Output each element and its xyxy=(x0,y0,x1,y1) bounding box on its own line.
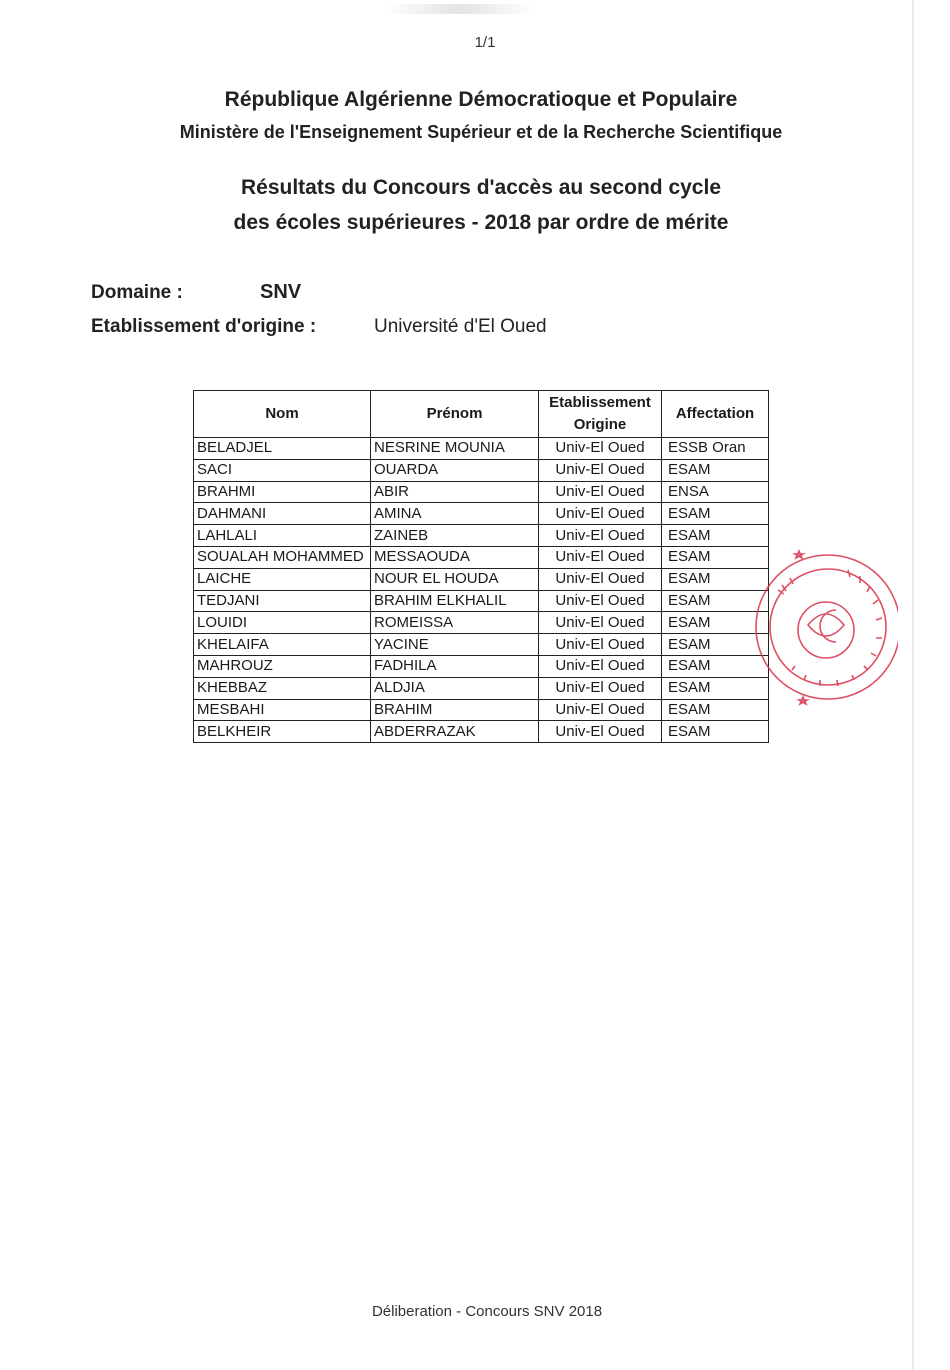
cell-prenom: NOUR EL HOUDA xyxy=(371,568,539,590)
ministry-heading: Ministère de l'Enseignement Supérieur et de la Recherche Scientifique xyxy=(179,122,783,142)
cell-affectation: ESAM xyxy=(662,677,769,699)
header-etablissement-line2: Origine xyxy=(573,416,627,433)
seal-star-top xyxy=(795,551,803,558)
cell-affectation: ENSA xyxy=(662,481,769,503)
header-etablissement xyxy=(539,391,662,438)
table-row xyxy=(194,568,769,590)
page-edge xyxy=(912,0,914,1370)
results-table xyxy=(193,390,769,743)
cell-prenom: AMINA xyxy=(371,503,539,525)
cell-nom: SOUALAH MOHAMMED xyxy=(194,546,371,568)
table-row xyxy=(194,655,769,677)
cell-affectation: ESAM xyxy=(662,590,769,612)
table-row xyxy=(194,721,769,743)
cell-prenom: MESSAOUDA xyxy=(371,546,539,568)
cell-etablissement: Univ-El Oued xyxy=(539,655,662,677)
etablissement-value: Université d'El Oued xyxy=(374,316,547,337)
cell-etablissement: Univ-El Oued xyxy=(539,568,662,590)
table-row xyxy=(194,546,769,568)
header-nom: Nom xyxy=(194,391,371,438)
domain-value: SNV xyxy=(260,281,302,303)
cell-affectation: ESAM xyxy=(662,503,769,525)
header-etablissement-line1: Etablissement xyxy=(549,394,651,411)
seal-star-bottom xyxy=(799,697,807,704)
cell-etablissement: Univ-El Oued xyxy=(539,481,662,503)
table-row xyxy=(194,612,769,634)
cell-prenom: BRAHIM xyxy=(371,699,539,721)
seal-stamp xyxy=(756,551,898,704)
cell-affectation: ESAM xyxy=(662,721,769,743)
table-row xyxy=(194,481,769,503)
cell-affectation: ESAM xyxy=(662,568,769,590)
table-row xyxy=(194,590,769,612)
cell-prenom: NESRINE MOUNIA xyxy=(371,438,539,460)
republic-heading: République Algérienne Démocratioque et Populaire xyxy=(224,88,738,111)
cell-etablissement: Univ-El Oued xyxy=(539,634,662,656)
cell-affectation: ESAM xyxy=(662,655,769,677)
cell-affectation: ESSB Oran xyxy=(662,438,769,460)
cell-nom: KHEBBAZ xyxy=(194,677,371,699)
table-row xyxy=(194,503,769,525)
scan-artifact xyxy=(384,4,534,14)
page-footer: Déliberation - Concours SNV 2018 xyxy=(371,1303,603,1320)
cell-etablissement: Univ-El Oued xyxy=(539,677,662,699)
cell-prenom: OUARDA xyxy=(371,459,539,481)
cell-etablissement: Univ-El Oued xyxy=(539,721,662,743)
table-row xyxy=(194,525,769,547)
cell-prenom: YACINE xyxy=(371,634,539,656)
cell-prenom: ABDERRAZAK xyxy=(371,721,539,743)
seal-emblem-detail xyxy=(808,614,844,636)
cell-nom: MAHROUZ xyxy=(194,655,371,677)
cell-prenom: FADHILA xyxy=(371,655,539,677)
table-row xyxy=(194,634,769,656)
cell-prenom: ROMEISSA xyxy=(371,612,539,634)
etablissement-label: Etablissement d'origine : xyxy=(91,316,317,337)
cell-nom: DAHMANI xyxy=(194,503,371,525)
seal-ring-lettering xyxy=(778,570,882,686)
cell-prenom: ZAINEB xyxy=(371,525,539,547)
cell-prenom: ABIR xyxy=(371,481,539,503)
cell-etablissement: Univ-El Oued xyxy=(539,459,662,481)
cell-nom: MESBAHI xyxy=(194,699,371,721)
table-header-row xyxy=(194,391,769,438)
cell-nom: BELADJEL xyxy=(194,438,371,460)
cell-nom: KHELAIFA xyxy=(194,634,371,656)
cell-nom: LOUIDI xyxy=(194,612,371,634)
cell-etablissement: Univ-El Oued xyxy=(539,438,662,460)
cell-affectation: ESAM xyxy=(662,525,769,547)
table-row xyxy=(194,677,769,699)
cell-affectation: ESAM xyxy=(662,634,769,656)
cell-nom: BRAHMI xyxy=(194,481,371,503)
cell-etablissement: Univ-El Oued xyxy=(539,612,662,634)
cell-nom: BELKHEIR xyxy=(194,721,371,743)
header-affectation: Affectation xyxy=(662,391,769,438)
cell-nom: SACI xyxy=(194,459,371,481)
domain-label: Domaine : xyxy=(91,282,183,303)
seal-outer-ring xyxy=(756,555,898,699)
cell-nom: LAICHE xyxy=(194,568,371,590)
cell-affectation: ESAM xyxy=(662,546,769,568)
cell-nom: LAHLALI xyxy=(194,525,371,547)
document-title-line2: des écoles supérieures - 2018 par ordre de mérite xyxy=(233,211,729,234)
cell-etablissement: Univ-El Oued xyxy=(539,503,662,525)
cell-nom: TEDJANI xyxy=(194,590,371,612)
seal-inner-ring xyxy=(770,569,886,685)
cell-prenom: BRAHIM ELKHALIL xyxy=(371,590,539,612)
header-prenom: Prénom xyxy=(371,391,539,438)
cell-etablissement: Univ-El Oued xyxy=(539,546,662,568)
table-row xyxy=(194,699,769,721)
cell-prenom: ALDJIA xyxy=(371,677,539,699)
seal-emblem xyxy=(798,602,854,658)
table-row xyxy=(194,438,769,460)
cell-affectation: ESAM xyxy=(662,612,769,634)
cell-affectation: ESAM xyxy=(662,459,769,481)
official-seal-icon xyxy=(748,530,898,725)
cell-etablissement: Univ-El Oued xyxy=(539,590,662,612)
page-number: 1/1 xyxy=(474,34,496,51)
document-title-line1: Résultats du Concours d'accès au second cycle xyxy=(241,176,721,199)
cell-affectation: ESAM xyxy=(662,699,769,721)
cell-etablissement: Univ-El Oued xyxy=(539,699,662,721)
table-row xyxy=(194,459,769,481)
cell-etablissement: Univ-El Oued xyxy=(539,525,662,547)
